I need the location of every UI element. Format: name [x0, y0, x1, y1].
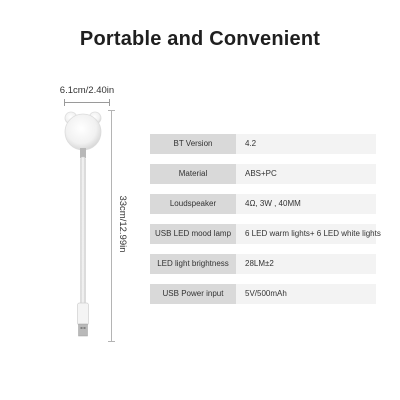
spec-value: 28LM±2	[245, 259, 274, 268]
spec-value: 5V/500mAh	[245, 289, 287, 298]
spec-label: Material	[150, 164, 236, 184]
spec-value: ABS+PC	[245, 169, 277, 178]
lamp-connector	[80, 148, 86, 158]
spec-label: USB LED mood lamp	[150, 224, 236, 244]
spec-label: BT Version	[150, 134, 236, 154]
spec-row-bt-version	[150, 134, 376, 154]
spec-value: 4.2	[245, 139, 257, 148]
spec-value: 6 LED warm lights+ 6 LED white lights	[245, 229, 381, 238]
height-dimension-line	[111, 110, 112, 342]
spec-row-material	[150, 164, 376, 184]
page-title: Portable and Convenient	[79, 28, 321, 50]
spec-row-usb-power-input	[150, 284, 376, 304]
width-dimension-line	[64, 102, 110, 103]
spec-label: USB Power input	[150, 284, 236, 304]
spec-row-usb-led-mood-lamp	[150, 224, 381, 244]
lamp-gooseneck	[81, 157, 86, 305]
spec-label: LED light brightness	[150, 254, 236, 274]
height-dimension-label: 33cm/12.99in	[117, 195, 128, 253]
spec-row-loudspeaker	[150, 194, 376, 214]
spec-row-led-light-brightness	[150, 254, 376, 274]
spec-label: Loudspeaker	[150, 194, 236, 214]
usb-lamp-product-image	[50, 105, 120, 345]
spec-value: 4Ω, 3W , 40MM	[245, 199, 301, 208]
lamp-head	[65, 112, 101, 150]
width-dimension-label: 6.1cm/2.40in	[59, 85, 115, 96]
usb-plug	[78, 303, 89, 336]
